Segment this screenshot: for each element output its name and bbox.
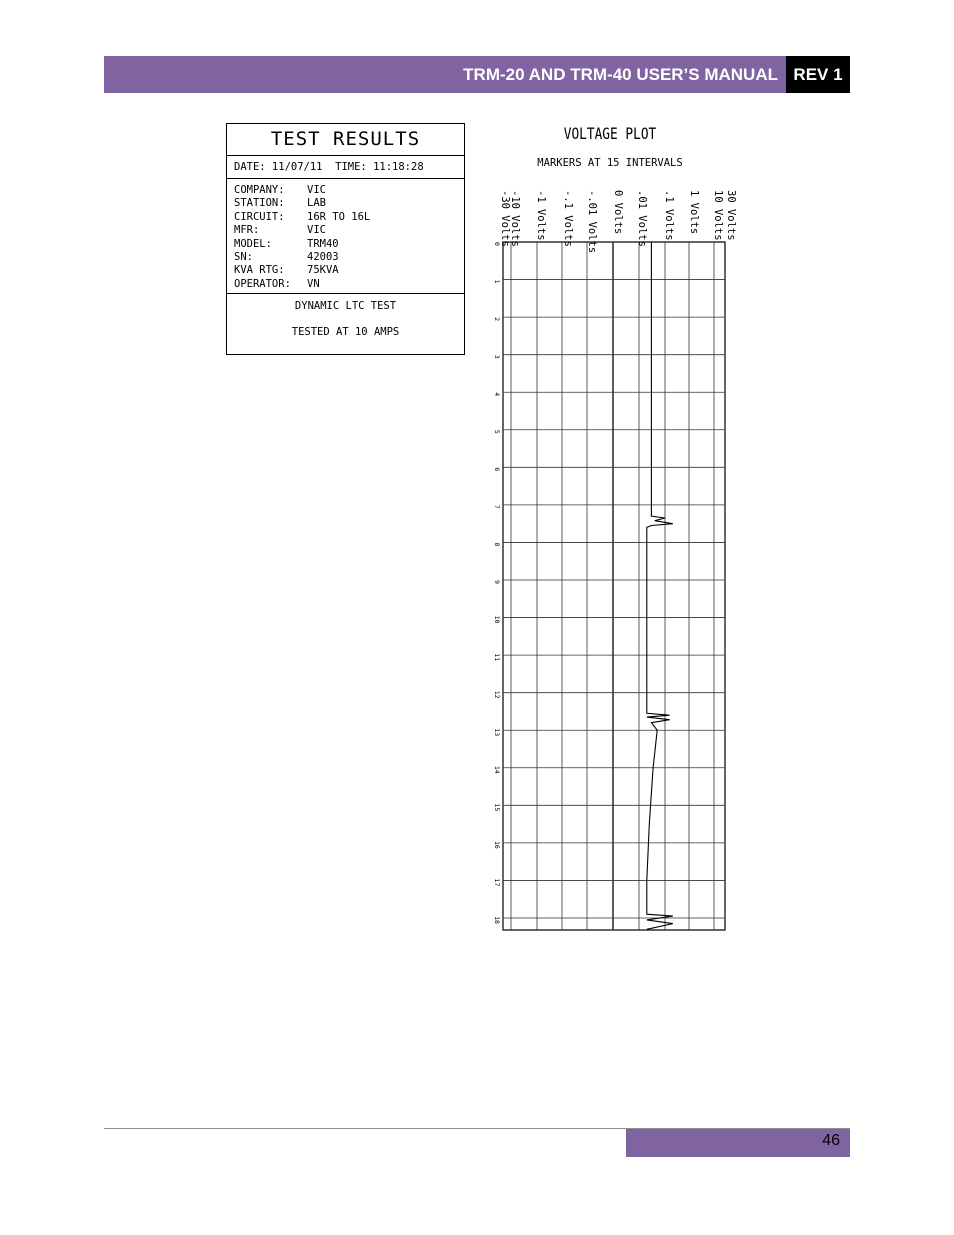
voltage-plot-chart xyxy=(480,185,740,935)
marker-label: 17 xyxy=(493,878,501,887)
marker-label: 1 xyxy=(493,279,501,284)
info-row-operator: OPERATOR: VN xyxy=(234,277,320,290)
header-bar xyxy=(104,56,786,93)
info-row-station: STATION: LAB xyxy=(234,197,326,210)
info-row-circuit: CIRCUIT: 16R TO 16L xyxy=(234,210,371,223)
revision-label: REV 1 xyxy=(786,56,850,93)
voltage-label: 30 Volts xyxy=(725,190,737,241)
voltage-trace xyxy=(647,242,673,929)
test-current-note: TESTED AT 10 AMPS xyxy=(291,326,400,338)
voltage-label: -10 Volts xyxy=(509,190,521,247)
voltage-label: .1 Volts xyxy=(663,190,675,241)
info-row-sn: SN: 42003 xyxy=(234,251,339,264)
marker-label: 8 xyxy=(493,542,501,547)
test-results-title: TEST RESULTS xyxy=(227,124,464,156)
voltage-plot-subtitle: MARKERS AT 15 INTERVALS xyxy=(537,157,683,169)
manual-title: TRM-20 AND TRM-40 USER’S MANUAL xyxy=(463,65,778,84)
marker-label: 14 xyxy=(493,765,501,774)
marker-label: 4 xyxy=(493,392,501,397)
marker-label: 3 xyxy=(493,354,501,359)
test-info-list xyxy=(227,179,464,294)
page-number: 46 xyxy=(822,1132,840,1149)
info-row-kva-rating: KVA RTG: 75KVA xyxy=(234,264,339,277)
marker-label: 18 xyxy=(493,916,501,924)
voltage-plot-title: VOLTAGE PLOT xyxy=(563,124,657,143)
marker-label: 12 xyxy=(493,690,501,699)
test-date-line: DATE: 11/07/11 TIME: 11:18:28 xyxy=(227,156,464,179)
marker-label: 16 xyxy=(493,840,501,849)
voltage-label: 1 Volts xyxy=(688,190,700,235)
marker-label: 9 xyxy=(493,580,501,584)
marker-label: 10 xyxy=(493,615,501,624)
voltage-label: -1 Volts xyxy=(535,190,547,241)
voltage-label: 0 Volts xyxy=(612,190,624,235)
info-row-company: COMPANY: VIC xyxy=(234,184,326,196)
voltage-label: -30 Volts xyxy=(499,190,511,247)
voltage-label: -.01 Volts xyxy=(586,190,598,254)
marker-label: 11 xyxy=(493,653,501,662)
test-notes xyxy=(227,300,464,338)
footer-bar xyxy=(626,1129,850,1157)
voltage-label: .01 Volts xyxy=(636,190,648,247)
info-row-mfr: MFR: VIC xyxy=(234,224,326,237)
voltage-label: -.1 Volts xyxy=(562,190,574,247)
test-results-box xyxy=(226,123,465,355)
marker-label: 13 xyxy=(493,728,501,737)
info-row-model: MODEL: TRM40 xyxy=(234,237,339,250)
voltage-label: 10 Volts xyxy=(712,190,724,241)
marker-label: 6 xyxy=(493,467,501,472)
plot-frame xyxy=(503,242,725,930)
marker-label: 15 xyxy=(493,803,501,812)
test-type-note: DYNAMIC LTC TEST xyxy=(294,300,397,312)
marker-label: 0 xyxy=(493,242,501,246)
marker-label: 7 xyxy=(493,504,501,509)
marker-label: 5 xyxy=(493,429,501,434)
marker-label: 2 xyxy=(493,317,501,322)
